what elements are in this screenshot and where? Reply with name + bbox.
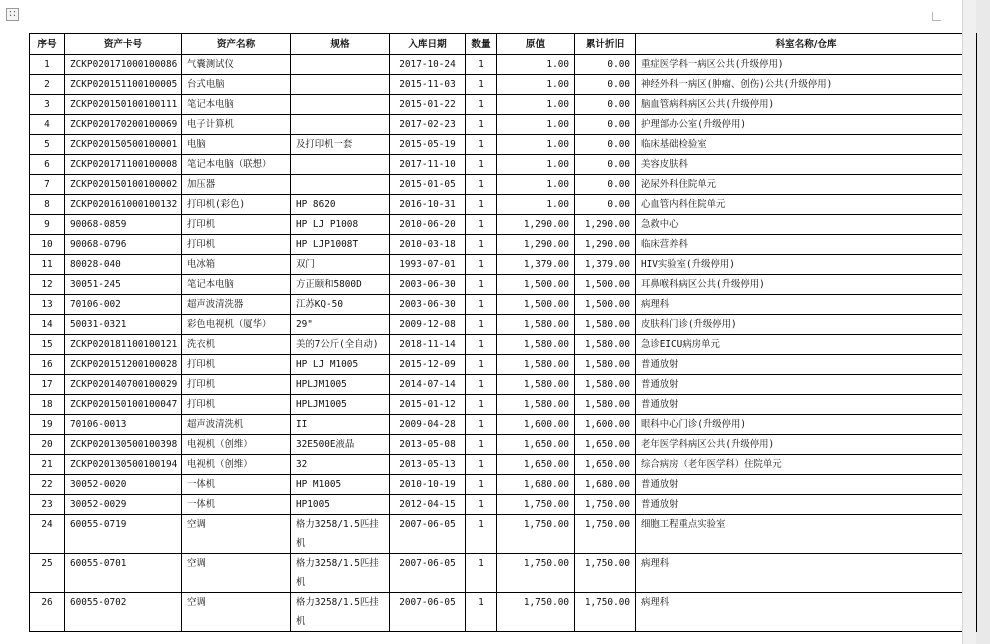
cell-spec [291, 95, 390, 115]
cell-no: 12 [30, 275, 65, 295]
cell-qty: 1 [466, 415, 497, 435]
cell-depreciation: 1,580.00 [575, 335, 636, 355]
cell-card: 60055-0702 [65, 593, 182, 632]
cell-depreciation: 0.00 [575, 75, 636, 95]
cell-value: 1.00 [497, 175, 575, 195]
cell-depreciation: 1,580.00 [575, 355, 636, 375]
cell-department: 病理科 [636, 593, 977, 632]
cell-card: 60055-0719 [65, 515, 182, 554]
cell-no: 26 [30, 593, 65, 632]
cell-value: 1,580.00 [497, 315, 575, 335]
cell-no: 8 [30, 195, 65, 215]
cell-value: 1,580.00 [497, 395, 575, 415]
table-body [30, 55, 977, 632]
cell-value: 1,290.00 [497, 215, 575, 235]
cell-date: 2018-11-14 [390, 335, 466, 355]
cell-no: 21 [30, 455, 65, 475]
cell-department: 普通放射 [636, 375, 977, 395]
cell-qty: 1 [466, 115, 497, 135]
cell-name: 空调 [182, 554, 291, 593]
cell-department: 眼科中心门诊(升级停用) [636, 415, 977, 435]
asset-table [29, 33, 977, 632]
table-row [30, 75, 977, 95]
cell-depreciation: 1,290.00 [575, 215, 636, 235]
cell-card: ZCKP020170200100069 [65, 115, 182, 135]
cell-date: 2015-01-22 [390, 95, 466, 115]
cell-qty: 1 [466, 75, 497, 95]
cell-value: 1,500.00 [497, 275, 575, 295]
cell-spec: 及打印机一套 [291, 135, 390, 155]
cell-qty: 1 [466, 554, 497, 593]
table-row [30, 155, 977, 175]
cell-no: 14 [30, 315, 65, 335]
cell-name: 电视机（创维） [182, 435, 291, 455]
cell-no: 20 [30, 435, 65, 455]
cell-card: 30052-0020 [65, 475, 182, 495]
cell-date: 2003-06-30 [390, 295, 466, 315]
cell-name: 台式电脑 [182, 75, 291, 95]
page-corner-mark [932, 12, 941, 21]
cell-depreciation: 1,580.00 [575, 375, 636, 395]
table-row [30, 315, 977, 335]
table-row [30, 415, 977, 435]
table-row [30, 275, 977, 295]
cell-card: ZCKP020150500100001 [65, 135, 182, 155]
cell-department: 心血管内科住院单元 [636, 195, 977, 215]
cell-date: 2015-05-19 [390, 135, 466, 155]
cell-depreciation: 1,750.00 [575, 554, 636, 593]
cell-spec [291, 115, 390, 135]
cell-name: 笔记本电脑 [182, 95, 291, 115]
table-row [30, 235, 977, 255]
cell-qty: 1 [466, 435, 497, 455]
cell-name: 打印机(彩色) [182, 195, 291, 215]
table-row [30, 593, 977, 632]
cell-card: ZCKP020161000100132 [65, 195, 182, 215]
cell-spec: HP M1005 [291, 475, 390, 495]
table-row [30, 95, 977, 115]
cell-name: 打印机 [182, 215, 291, 235]
cell-spec: 32 [291, 455, 390, 475]
cell-card: 70106-002 [65, 295, 182, 315]
cell-department: 老年医学科病区公共(升级停用) [636, 435, 977, 455]
cell-no: 16 [30, 355, 65, 375]
cell-qty: 1 [466, 95, 497, 115]
cell-qty: 1 [466, 495, 497, 515]
cell-department: 综合病房（老年医学科）住院单元 [636, 455, 977, 475]
cell-value: 1,750.00 [497, 554, 575, 593]
cell-no: 7 [30, 175, 65, 195]
cell-name: 打印机 [182, 395, 291, 415]
cell-spec: HP 8620 [291, 195, 390, 215]
cell-depreciation: 1,750.00 [575, 495, 636, 515]
cell-date: 2007-06-05 [390, 554, 466, 593]
cell-qty: 1 [466, 315, 497, 335]
cell-value: 1,650.00 [497, 435, 575, 455]
header-spec: 规格 [291, 34, 390, 55]
cell-date: 2017-10-24 [390, 55, 466, 75]
cell-department: 重症医学科一病区公共(升级停用) [636, 55, 977, 75]
table-row [30, 455, 977, 475]
cell-spec: 江苏KQ-50 [291, 295, 390, 315]
cell-depreciation: 0.00 [575, 175, 636, 195]
cell-name: 笔记本电脑 [182, 275, 291, 295]
cell-value: 1.00 [497, 95, 575, 115]
cell-spec: HP LJ P1008 [291, 215, 390, 235]
table-row [30, 335, 977, 355]
cell-value: 1.00 [497, 195, 575, 215]
cell-name: 电冰箱 [182, 255, 291, 275]
cell-name: 电脑 [182, 135, 291, 155]
cell-qty: 1 [466, 175, 497, 195]
cell-qty: 1 [466, 395, 497, 415]
cell-card: ZCKP020151200100028 [65, 355, 182, 375]
cell-card: 80028-040 [65, 255, 182, 275]
cell-department: 普通放射 [636, 495, 977, 515]
cell-name: 电子计算机 [182, 115, 291, 135]
cell-card: 30051-245 [65, 275, 182, 295]
cell-department: 急诊EICU病房单元 [636, 335, 977, 355]
cell-department: 护理部办公室(升级停用) [636, 115, 977, 135]
cell-spec [291, 155, 390, 175]
cell-card: ZCKP020140700100029 [65, 375, 182, 395]
cell-depreciation: 1,500.00 [575, 275, 636, 295]
cell-card: ZCKP020171000100086 [65, 55, 182, 75]
cell-date: 2003-06-30 [390, 275, 466, 295]
cell-department: 皮肤科门诊(升级停用) [636, 315, 977, 335]
cell-depreciation: 0.00 [575, 135, 636, 155]
cell-spec: HPLJM1005 [291, 375, 390, 395]
cell-qty: 1 [466, 355, 497, 375]
cell-no: 24 [30, 515, 65, 554]
cell-depreciation: 1,650.00 [575, 435, 636, 455]
cell-spec: 32E500E液晶 [291, 435, 390, 455]
header-value: 原值 [497, 34, 575, 55]
cell-card: ZCKP020171100100008 [65, 155, 182, 175]
table-row [30, 195, 977, 215]
table-row [30, 295, 977, 315]
cell-card: 90068-0796 [65, 235, 182, 255]
header-department: 科室名称/仓库 [636, 34, 977, 55]
cell-spec: 格力3258/1.5匹挂机 [291, 515, 390, 554]
cell-date: 2013-05-13 [390, 455, 466, 475]
vertical-scrollbar[interactable] [962, 0, 976, 644]
cell-qty: 1 [466, 255, 497, 275]
cell-card: 30052-0029 [65, 495, 182, 515]
table-row [30, 135, 977, 155]
cell-date: 2015-11-03 [390, 75, 466, 95]
cell-qty: 1 [466, 515, 497, 554]
cell-no: 10 [30, 235, 65, 255]
cell-depreciation: 1,379.00 [575, 255, 636, 275]
cell-date: 2015-12-09 [390, 355, 466, 375]
cell-no: 3 [30, 95, 65, 115]
cell-spec: 29" [291, 315, 390, 335]
cell-value: 1.00 [497, 75, 575, 95]
cell-date: 2017-02-23 [390, 115, 466, 135]
cell-no: 25 [30, 554, 65, 593]
cell-no: 11 [30, 255, 65, 275]
cell-no: 19 [30, 415, 65, 435]
cell-qty: 1 [466, 135, 497, 155]
cell-name: 打印机 [182, 235, 291, 255]
cell-value: 1,750.00 [497, 515, 575, 554]
cell-no: 6 [30, 155, 65, 175]
header-no: 序号 [30, 34, 65, 55]
cell-department: 泌尿外科住院单元 [636, 175, 977, 195]
cell-depreciation: 1,650.00 [575, 455, 636, 475]
cell-spec: HP LJP1008T [291, 235, 390, 255]
cell-card: ZCKP020130500100398 [65, 435, 182, 455]
cell-name: 加压器 [182, 175, 291, 195]
table-row [30, 495, 977, 515]
cell-value: 1,750.00 [497, 495, 575, 515]
cell-qty: 1 [466, 295, 497, 315]
cell-department: 病理科 [636, 295, 977, 315]
table-row [30, 215, 977, 235]
cell-value: 1,750.00 [497, 593, 575, 632]
cell-qty: 1 [466, 195, 497, 215]
cell-qty: 1 [466, 235, 497, 255]
cell-depreciation: 1,600.00 [575, 415, 636, 435]
cell-qty: 1 [466, 375, 497, 395]
cell-name: 一体机 [182, 495, 291, 515]
cell-date: 2015-01-12 [390, 395, 466, 415]
cell-no: 1 [30, 55, 65, 75]
cell-date: 2007-06-05 [390, 515, 466, 554]
cell-no: 5 [30, 135, 65, 155]
cell-name: 打印机 [182, 355, 291, 375]
cell-name: 空调 [182, 593, 291, 632]
table-row [30, 475, 977, 495]
cell-depreciation: 0.00 [575, 115, 636, 135]
cell-date: 2016-10-31 [390, 195, 466, 215]
cell-department: 临床营养科 [636, 235, 977, 255]
cell-no: 2 [30, 75, 65, 95]
cell-department: 病理科 [636, 554, 977, 593]
cell-spec: 双门 [291, 255, 390, 275]
cell-value: 1.00 [497, 155, 575, 175]
cell-department: 美容皮肤科 [636, 155, 977, 175]
cell-no: 18 [30, 395, 65, 415]
header-depreciation: 累计折旧 [575, 34, 636, 55]
cell-no: 4 [30, 115, 65, 135]
cell-date: 2009-04-28 [390, 415, 466, 435]
cell-spec [291, 55, 390, 75]
cell-department: HIV实验室(升级停用) [636, 255, 977, 275]
cell-spec: 方正颐和5800D [291, 275, 390, 295]
table-row [30, 435, 977, 455]
cell-qty: 1 [466, 593, 497, 632]
header-name: 资产名称 [182, 34, 291, 55]
table-row [30, 554, 977, 593]
cell-name: 打印机 [182, 375, 291, 395]
table-row [30, 255, 977, 275]
cell-card: ZCKP020151100100005 [65, 75, 182, 95]
cell-date: 2015-01-05 [390, 175, 466, 195]
table-row [30, 115, 977, 135]
cell-card: 50031-0321 [65, 315, 182, 335]
cell-value: 1,290.00 [497, 235, 575, 255]
cell-date: 2013-05-08 [390, 435, 466, 455]
cell-date: 2009-12-08 [390, 315, 466, 335]
cell-spec: 格力3258/1.5匹挂机 [291, 593, 390, 632]
cell-card: ZCKP020130500100194 [65, 455, 182, 475]
header-card: 资产卡号 [65, 34, 182, 55]
cell-depreciation: 1,290.00 [575, 235, 636, 255]
cell-card: ZCKP020181100100121 [65, 335, 182, 355]
cell-qty: 1 [466, 55, 497, 75]
cell-spec: II [291, 415, 390, 435]
cell-depreciation: 1,750.00 [575, 593, 636, 632]
cell-spec: HPLJM1005 [291, 395, 390, 415]
cell-date: 2007-06-05 [390, 593, 466, 632]
table-move-handle-icon[interactable]: ∷ [6, 8, 19, 21]
cell-date: 1993-07-01 [390, 255, 466, 275]
cell-department: 普通放射 [636, 395, 977, 415]
cell-value: 1,580.00 [497, 335, 575, 355]
cell-qty: 1 [466, 275, 497, 295]
cell-depreciation: 0.00 [575, 195, 636, 215]
cell-depreciation: 1,580.00 [575, 315, 636, 335]
cell-date: 2012-04-15 [390, 495, 466, 515]
cell-qty: 1 [466, 335, 497, 355]
cell-date: 2017-11-10 [390, 155, 466, 175]
cell-spec [291, 175, 390, 195]
cell-card: 90068-0859 [65, 215, 182, 235]
cell-value: 1,379.00 [497, 255, 575, 275]
cell-department: 神经外科一病区(肿瘤、创伤)公共(升级停用) [636, 75, 977, 95]
cell-value: 1,650.00 [497, 455, 575, 475]
table-row [30, 395, 977, 415]
cell-department: 耳鼻喉科病区公共(升级停用) [636, 275, 977, 295]
cell-spec: 格力3258/1.5匹挂机 [291, 554, 390, 593]
cell-name: 电视机（创维） [182, 455, 291, 475]
cell-name: 超声波清洗器 [182, 295, 291, 315]
cell-department: 普通放射 [636, 355, 977, 375]
cell-no: 9 [30, 215, 65, 235]
cell-value: 1.00 [497, 135, 575, 155]
table-row [30, 515, 977, 554]
cell-spec: 美的7公斤(全自动) [291, 335, 390, 355]
cell-name: 一体机 [182, 475, 291, 495]
cell-department: 临床基础检验室 [636, 135, 977, 155]
cell-value: 1,500.00 [497, 295, 575, 315]
cell-value: 1,580.00 [497, 375, 575, 395]
cell-name: 气囊测试仪 [182, 55, 291, 75]
cell-name: 空调 [182, 515, 291, 554]
header-date: 入库日期 [390, 34, 466, 55]
table-row [30, 355, 977, 375]
cell-name: 彩色电视机（厦华） [182, 315, 291, 335]
cell-department: 普通放射 [636, 475, 977, 495]
cell-qty: 1 [466, 455, 497, 475]
cell-spec [291, 75, 390, 95]
cell-value: 1.00 [497, 55, 575, 75]
cell-qty: 1 [466, 155, 497, 175]
table-row [30, 55, 977, 75]
cell-department: 细胞工程重点实验室 [636, 515, 977, 554]
cell-depreciation: 0.00 [575, 95, 636, 115]
cell-no: 17 [30, 375, 65, 395]
cell-spec: HP1005 [291, 495, 390, 515]
cell-no: 22 [30, 475, 65, 495]
cell-name: 笔记本电脑（联想） [182, 155, 291, 175]
cell-value: 1.00 [497, 115, 575, 135]
cell-qty: 1 [466, 475, 497, 495]
table-row [30, 175, 977, 195]
cell-value: 1,600.00 [497, 415, 575, 435]
cell-date: 2010-06-20 [390, 215, 466, 235]
cell-value: 1,580.00 [497, 355, 575, 375]
cell-depreciation: 1,680.00 [575, 475, 636, 495]
cell-depreciation: 0.00 [575, 55, 636, 75]
cell-department: 脑血管病科病区公共(升级停用) [636, 95, 977, 115]
cell-card: 70106-0013 [65, 415, 182, 435]
cell-department: 急救中心 [636, 215, 977, 235]
cell-name: 超声波清洗机 [182, 415, 291, 435]
cell-depreciation: 1,580.00 [575, 395, 636, 415]
cell-card: ZCKP020150100100047 [65, 395, 182, 415]
cell-no: 13 [30, 295, 65, 315]
cell-qty: 1 [466, 215, 497, 235]
cell-date: 2010-03-18 [390, 235, 466, 255]
cell-card: ZCKP020150100100111 [65, 95, 182, 115]
cell-depreciation: 1,750.00 [575, 515, 636, 554]
cell-value: 1,680.00 [497, 475, 575, 495]
cell-card: 60055-0701 [65, 554, 182, 593]
cell-no: 23 [30, 495, 65, 515]
table-row [30, 375, 977, 395]
cell-depreciation: 0.00 [575, 155, 636, 175]
cell-date: 2010-10-19 [390, 475, 466, 495]
cell-name: 洗衣机 [182, 335, 291, 355]
cell-no: 15 [30, 335, 65, 355]
cell-spec: HP LJ M1005 [291, 355, 390, 375]
header-qty: 数量 [466, 34, 497, 55]
cell-card: ZCKP020150100100002 [65, 175, 182, 195]
cell-date: 2014-07-14 [390, 375, 466, 395]
table-header-row [30, 34, 977, 55]
cell-depreciation: 1,500.00 [575, 295, 636, 315]
